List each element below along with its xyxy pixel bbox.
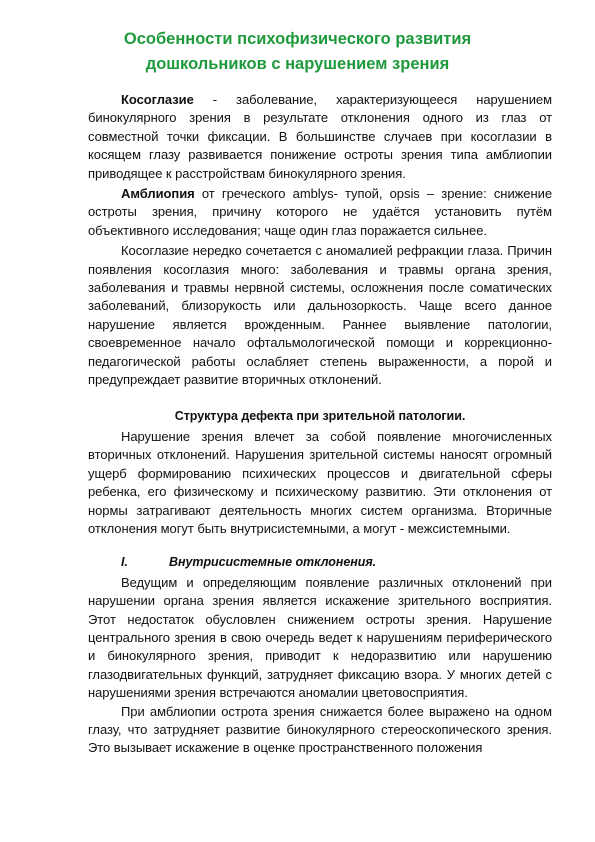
- document-title-line-1: Особенности психофизического развития: [123, 30, 472, 48]
- paragraph-visual-perception: Ведущим и определяющим появление различных отклонений при нарушении органа зрения является искажение зрительного восприятия. Этот недостаток обусловлен снижением остроты зрения. Нарушение центрального зрения в свою очередь ведет к нарушениям периферического и бинокулярного зрения, приводит к недоразвитию или нарушению глазодвигательных функций, затрудняет фиксацию взора. У многих детей с нарушениями зрения встречаются аномалии цветовосприятия.: [88, 574, 552, 701]
- paragraph-amblyopia-definition: [88, 185, 552, 240]
- document-title-line-2: дошкольников с нарушением зрения: [145, 55, 450, 73]
- section-intrasystem-heading: [88, 553, 552, 571]
- term-strabismus: Косоглазие: [121, 92, 194, 107]
- paragraph-amblyopia-acuity: При амблиопии острота зрения снижается более выражено на одном глазу, что затрудняет развитие бинокулярного стереоскопического зрения. Это вызывает искажение в оценке пространственного положения: [88, 703, 552, 756]
- paragraph-amblyopia-text: от греческого amblys- тупой, opsis – зрение: снижение остроты зрения, причину которого не удаётся установить путём объективного исследования; чаще один глаз поражается сильнее.: [88, 186, 552, 238]
- section-heading-defect-structure: Структура дефекта при зрительной патологии.: [174, 408, 466, 423]
- paragraph-strabismus-causes: Косоглазие нередко сочетается с аномалией рефракции глаза. Причин появления косоглазия много: заболевания и травмы органа зрения, заболевания и травмы нервной системы, осложнения после соматических заболеваний, близорукость или дальнозоркость. Чаще всего данное нарушение является врожденным. Раннее выявление патологии, своевременное начало офтальмологической помощи и коррекционно-педагогической работы ослабляет степень выраженности, а порой и предупреждает развитие вторичных отклонений.: [88, 243, 552, 388]
- paragraph-strabismus-definition: [88, 91, 552, 183]
- section-title: Внутрисистемные отклонения.: [169, 555, 377, 570]
- paragraph-strabismus-text: - заболевание, характеризующееся нарушением бинокулярного зрения в результате отклонения одного из глаз от совместной точки фиксации. В большинстве случаев при косоглазии в косящем глазу развивается понижение остроты зрения типа амблиопии приводящее к расстройствам бинокулярного зрения.: [88, 92, 552, 181]
- paragraph-secondary-deviations: Нарушение зрения влечет за собой появление многочисленных вторичных отклонений. Нарушения зрительной системы наносят огромный ущерб формированию психических процессов и двигательной сферы ребенка, его физическому и психическому развитию. Эти отклонения от нормы затрагивают деятельность многих систем организма. Вторичные отклонения могут быть внутрисистемными, а могут - межсистемными.: [88, 428, 552, 536]
- section-number: I.: [121, 555, 128, 570]
- term-amblyopia: Амблиопия: [121, 186, 195, 202]
- document-body: [88, 91, 552, 758]
